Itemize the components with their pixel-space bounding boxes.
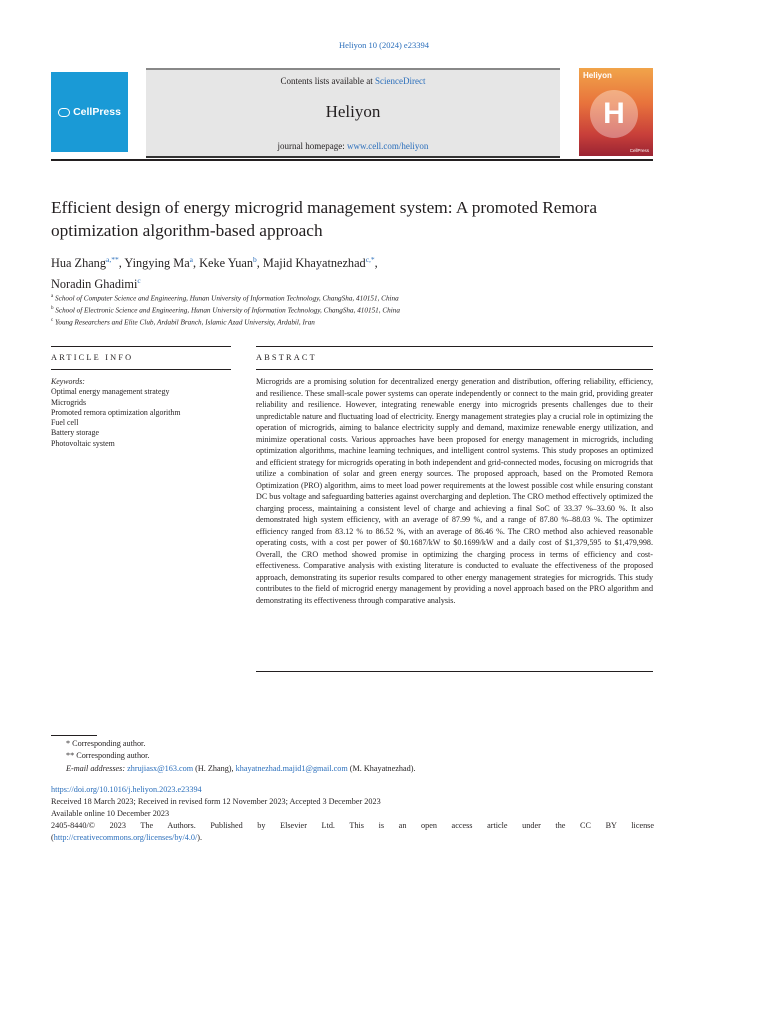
homepage-link[interactable]: www.cell.com/heliyon bbox=[347, 141, 429, 151]
author[interactable] bbox=[124, 256, 199, 270]
footnotes bbox=[51, 738, 651, 775]
author-affiliation-marks[interactable]: b bbox=[253, 255, 257, 264]
keyword-item: Photovoltaic system bbox=[51, 438, 115, 448]
author-affiliation-marks[interactable]: c bbox=[137, 276, 141, 286]
affiliation-item bbox=[51, 292, 651, 304]
abstract-text: Microgrids are a promising solution for decentralized energy generation and distribution, offering reliability, efficiency, and resilience. These small-scale power systems can operate independently or connect to the main grid, providing greater reliability and resilience. However, integrating renewable energy into microgrids presents challenges due to their unpredictable nature and fluctuating load of electricity. Energy management strategies play a crucial role in optimizing the operation of microgrids, aiming to balance electricity supply and demand, maximize renewable energy utilization, and minimize operational costs. Various approaches have been proposed for energy management in microgrids, including optimization algorithms, machine learning techniques, and intelligent control systems. This study proposes an optimized and efficient strategy for microgrids operating in both independent and grid-connected modes, focusing on microgrids that utilize a combination of solar and green energy sources. The proposed approach, based on the Promoted Remora Optimization (PRO) algorithm, aims to meet load power requirements at the lowest possible cost while ensuring constant DC bus voltage and safeguarding batteries against overcharging and depletion. The CRO method effectively optimized the charging process, maintaining a consistent level of charge and achieving a final SoC of 33.37 %–33.60 %. It also demonstrated high system efficiency, with an average of 87.99 %, and a range of 87.80 %–88.03 %. The optimizer efficiency ranged from 83.12 % to 86.52 %, with an average of 86.46 %. The CRO method also achieved reasonable operating costs, with a cost per power of $0.1687/kW to $0.1699/kW and a daily cost of $1,379,595 to $1,479,998. Overall, the CRO method showed promise in optimizing the charging process in terms of efficiency and cost-effectiveness. Comparative analysis with existing literature is conducted to evaluate the effectiveness of the proposed approach, demonstrating its superior results compared to other energy management strategies for microgrids. This study contributes to the field of microgrid energy management by providing a novel approach based on the PRO algorithm and demonstrating its effectiveness through comparative analysis. bbox=[256, 377, 653, 605]
license-link[interactable]: http://creativecommons.org/licenses/by/4.0/ bbox=[53, 832, 198, 842]
license-paren-open: ( bbox=[51, 832, 54, 842]
email-owner-khayatnezhad: (M. Khayatnezhad). bbox=[347, 763, 416, 773]
author-affiliation-marks[interactable]: c,* bbox=[365, 255, 375, 264]
cover-letter: H bbox=[603, 97, 625, 130]
keyword-item: Fuel cell bbox=[51, 418, 79, 428]
author-list bbox=[51, 251, 651, 293]
article-info-rule-bottom bbox=[51, 369, 231, 370]
contents-line bbox=[146, 76, 560, 86]
footnote-rule bbox=[51, 735, 97, 736]
author-name: Keke Yuan bbox=[199, 256, 253, 271]
author-name: Yingying Ma bbox=[124, 256, 190, 271]
abstract-rule-mid bbox=[256, 369, 653, 370]
journal-name: Heliyon bbox=[325, 102, 381, 121]
article-info-heading: ARTICLE INFO bbox=[51, 353, 134, 362]
keyword-list bbox=[51, 387, 231, 449]
author-separator: , bbox=[374, 256, 378, 271]
author-separator: , bbox=[256, 256, 263, 271]
article-info-rule-top bbox=[51, 346, 231, 347]
author-separator: , bbox=[193, 256, 200, 271]
affiliation-text: School of Computer Science and Engineering, Hunan University of Information Technology, ChangSha, 410151, China bbox=[55, 294, 399, 303]
keyword-item: Battery storage bbox=[51, 428, 99, 438]
sciencedirect-link[interactable]: ScienceDirect bbox=[375, 76, 426, 86]
email-owner-zhang: (H. Zhang), bbox=[193, 763, 236, 773]
doi-link[interactable]: https://doi.org/10.1016/j.heliyon.2023.e23394 bbox=[51, 785, 202, 794]
author-name: Majid Khayatnezhad bbox=[262, 256, 366, 271]
license-statement: 2405-8440/© 2023 The Authors. Published by Elsevier Ltd. This is an open access article under the CC BY license bbox=[51, 820, 654, 830]
received-dates: Received 18 March 2023; Received in revised form 12 November 2023; Accepted 3 December 2023 bbox=[51, 796, 381, 806]
author-affiliation-marks[interactable]: a bbox=[189, 255, 193, 264]
cellpress-logo-text: CellPress bbox=[73, 106, 121, 118]
author-name: Hua Zhang bbox=[51, 256, 106, 271]
abstract-rule-bottom bbox=[256, 671, 653, 672]
affiliation-mark: c bbox=[51, 318, 54, 324]
author-separator: , bbox=[118, 256, 125, 271]
author[interactable] bbox=[51, 277, 141, 291]
abstract-rule-top bbox=[256, 346, 653, 347]
corresponding-author-note-1: * Corresponding author. bbox=[66, 739, 146, 748]
journal-cover-image[interactable] bbox=[579, 68, 653, 156]
homepage-prefix: journal homepage: bbox=[277, 141, 348, 151]
corresponding-author-note-2: ** Corresponding author. bbox=[66, 751, 150, 761]
abstract-heading: ABSTRACT bbox=[256, 353, 317, 362]
cover-title: Heliyon bbox=[583, 71, 612, 80]
journal-citation[interactable]: Heliyon 10 (2024) e23394 bbox=[339, 40, 429, 50]
keyword-item: Optimal energy management strategy bbox=[51, 387, 170, 397]
license-url-line bbox=[51, 832, 654, 844]
author-affiliation-marks[interactable]: a,** bbox=[105, 255, 119, 264]
online-date: Available online 10 December 2023 bbox=[51, 808, 170, 818]
keyword-item: Microgrids bbox=[51, 397, 87, 407]
email-addresses bbox=[51, 763, 651, 775]
homepage-line bbox=[146, 141, 560, 151]
masthead-banner bbox=[146, 68, 560, 158]
keywords-label: Keywords: bbox=[51, 377, 85, 386]
author[interactable] bbox=[51, 256, 124, 270]
affiliation-text: School of Electronic Science and Engineering, Hunan University of Information Technology, ChangSha, 410151, China bbox=[55, 306, 400, 315]
cover-publisher: CellPress bbox=[629, 148, 649, 153]
email-label: E-mail addresses: bbox=[66, 763, 128, 773]
affiliation-item bbox=[51, 304, 651, 316]
affiliation-mark: b bbox=[51, 306, 54, 312]
author[interactable] bbox=[199, 256, 263, 270]
email-link-khayatnezhad[interactable]: khayatnezhad.majid1@gmail.com bbox=[235, 763, 348, 773]
publication-info bbox=[51, 784, 654, 844]
article-title: Efficient design of energy microgrid management system: A promoted Remora optimization algorithm-based approach bbox=[51, 198, 597, 240]
affiliations bbox=[51, 292, 651, 329]
masthead bbox=[51, 68, 653, 156]
keyword-item: Promoted remora optimization algorithm bbox=[51, 407, 181, 417]
email-link-zhang[interactable]: zhrujiasx@163.com bbox=[127, 763, 194, 773]
contents-prefix: Contents lists available at bbox=[280, 76, 375, 86]
cellpress-icon bbox=[58, 108, 70, 117]
author-name: Noradin Ghadimi bbox=[51, 277, 138, 292]
cellpress-logo[interactable] bbox=[51, 72, 128, 152]
affiliation-text: Young Researchers and Elite Club, Ardabil Branch, Islamic Azad University, Ardabil, Iran bbox=[55, 318, 315, 327]
affiliation-item bbox=[51, 316, 651, 328]
affiliation-mark: a bbox=[51, 294, 54, 299]
author[interactable] bbox=[263, 256, 378, 270]
license-paren-close: ). bbox=[197, 832, 203, 842]
keywords-block bbox=[51, 377, 231, 449]
masthead-divider bbox=[51, 159, 653, 161]
